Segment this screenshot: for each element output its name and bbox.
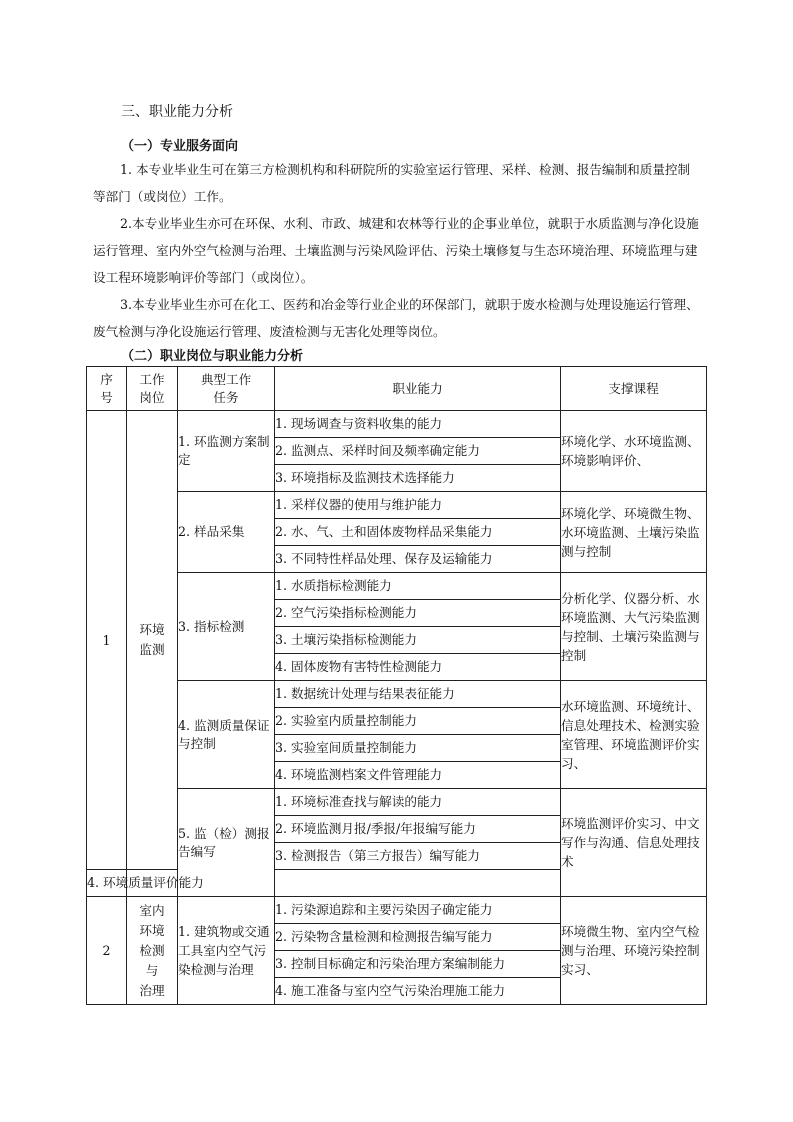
ability-cell: 4. 环境监测档案文件管理能力 — [275, 762, 561, 789]
seq-cell: 1 — [87, 411, 127, 870]
ability-cell: 1. 环境标准查找与解读的能力 — [275, 789, 561, 816]
table-row — [87, 573, 707, 600]
ability-cell: 2. 实验室内质量控制能力 — [275, 708, 561, 735]
section-title: 三、职业能力分析 — [121, 104, 233, 120]
ability-cell: 3. 不同特性样品处理、保存及运输能力 — [275, 546, 561, 573]
subsection-title-analysis: （二）职业岗位与职业能力分析 — [121, 349, 304, 364]
paragraph-2: 2.本专业毕业生亦可在环保、水利、市政、城建和农林等行业的企事业单位，就职于水质监测与净化设施运行管理、室内外空气检测与治理、土壤监测与污染风险评估、污染土壤修复与生态环境治理、环境监理与建设工程环境影响评价等部门（或岗位）。 — [93, 216, 699, 285]
post-line: 检测 — [139, 942, 165, 958]
post-line: 与 — [145, 962, 159, 978]
table-row — [87, 411, 707, 438]
ability-cell: 4. 固体废物有害特性检测能力 — [275, 654, 561, 681]
ability-cell: 2. 水、气、土和固体废物样品采集能力 — [275, 519, 561, 546]
ability-cell: 1. 水质指标检测能力 — [275, 573, 561, 600]
ability-cell: 3. 土壤污染指标检测能力 — [275, 627, 561, 654]
table-row — [87, 789, 707, 816]
ability-table — [86, 366, 707, 1005]
post-line: 环境 — [139, 922, 165, 938]
ability-cell: 3. 实验室间质量控制能力 — [275, 735, 561, 762]
ability-cell: 1. 现场调查与资料收集的能力 — [275, 411, 561, 438]
header-course: 支撑课程 — [561, 367, 707, 411]
ability-cell: 1. 数据统计处理与结果表征能力 — [275, 681, 561, 708]
ability-cell: 4. 施工准备与室内空气污染治理施工能力 — [275, 978, 561, 1005]
course-cell: 分析化学、仪器分析、水环境监测、大气污染监测与控制、土壤污染监测与控制 — [561, 573, 707, 681]
ability-cell: 2. 监测点、采样时间及频率确定能力 — [275, 438, 561, 465]
ability-cell: 3. 检测报告（第三方报告）编写能力 — [275, 843, 561, 870]
ability-cell: 1. 采样仪器的使用与维护能力 — [275, 492, 561, 519]
paragraph-1: 1. 本专业毕业生可在第三方检测机构和科研院所的实验室运行管理、采样、检测、报告编制和质量控制等部门（或岗位）工作。 — [93, 162, 691, 204]
header-seq: 序号 — [87, 367, 127, 411]
task-cell: 2. 样品采集 — [178, 492, 275, 573]
task-cell: 3. 指标检测 — [178, 573, 275, 681]
task-cell: 4. 监测质量保证与控制 — [178, 681, 275, 789]
course-cell: 环境化学、环境微生物、水环境监测、土壤污染监测与控制 — [561, 492, 707, 573]
ability-cell: 4. 环境质量评价能力 — [87, 870, 127, 897]
paragraph-3: 3.本专业毕业生亦可在化工、医药和冶金等行业企业的环保部门，就职于废水检测与处理设施运行管理、废气检测与净化设施运行管理、废渣检测与无害化处理等岗位。 — [93, 297, 699, 339]
course-cell: 水环境监测、环境统计、信息处理技术、检测实验室管理、环境监测评价实习、 — [561, 681, 707, 789]
subsection-title-service: （一）专业服务面向 — [121, 139, 239, 154]
header-task: 典型工作任务 — [178, 367, 275, 411]
task-cell: 5. 监（检）测报告编写 — [178, 789, 275, 897]
ability-cell: 2. 环境监测月报/季报/年报编写能力 — [275, 816, 561, 843]
table-row — [87, 897, 707, 924]
post-cell — [127, 897, 178, 1005]
course-cell: 环境微生物、室内空气检测与治理、环境污染控制实习、 — [561, 897, 707, 1005]
task-cell: 1. 建筑物或交通工具室内空气污染检测与治理 — [178, 897, 275, 1005]
post-line: 室内 — [139, 902, 165, 918]
post-cell: 环境监测 — [127, 411, 178, 870]
course-cell: 环境化学、水环境监测、环境影响评价、 — [561, 411, 707, 492]
ability-cell: 2. 空气污染指标检测能力 — [275, 600, 561, 627]
table-row — [87, 681, 707, 708]
table-header-row — [87, 367, 707, 411]
post-line: 治理 — [139, 982, 165, 998]
ability-cell: 3. 环境指标及监测技术选择能力 — [275, 465, 561, 492]
table-row — [87, 492, 707, 519]
course-cell: 环境监测评价实习、中文写作与沟通、信息处理技术 — [561, 789, 707, 897]
ability-cell: 1. 污染源追踪和主要污染因子确定能力 — [275, 897, 561, 924]
seq-cell: 2 — [87, 897, 127, 1005]
task-cell: 1. 环监测方案制定 — [178, 411, 275, 492]
ability-cell: 3. 控制目标确定和污染治理方案编制能力 — [275, 951, 561, 978]
header-ability: 职业能力 — [275, 367, 561, 411]
header-post: 工作岗位 — [127, 367, 178, 411]
ability-cell: 2. 污染物含量检测和检测报告编写能力 — [275, 924, 561, 951]
